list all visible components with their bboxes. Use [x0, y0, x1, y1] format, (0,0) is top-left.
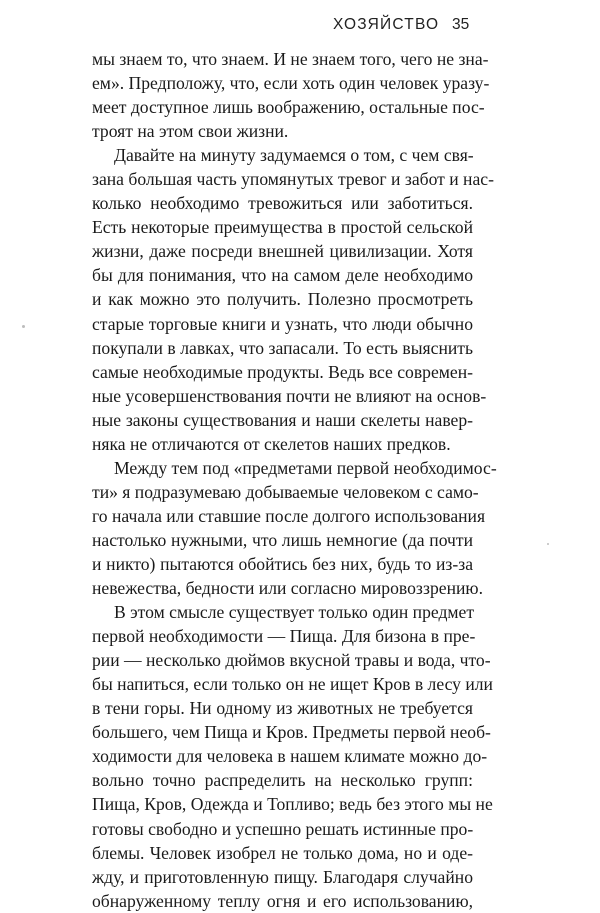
text-line: ем». Предположу, что, если хоть один человек уразу- — [92, 73, 490, 94]
text-line: бы для понимания, что на самом деле необходимо — [92, 265, 473, 286]
scan-speck — [22, 325, 25, 328]
text-line: блемы. Человек изобрел не только дома, но и оде- — [92, 842, 473, 863]
text-line: ти» я подразумеваю добываемые человеком с само- — [92, 481, 479, 502]
text-line: колько необходимо тревожиться или заботиться. — [92, 193, 473, 214]
text-line: бы напиться, если только он не ищет Кров в лесу или — [92, 674, 493, 695]
paragraph-start-line: Давайте на минуту задумаемся о том, с чем свя- — [114, 145, 474, 166]
text-line: первой необходимости — Пища. Для бизона в пре- — [92, 626, 476, 647]
text-line: го начала или ставшие после долгого использования — [92, 505, 486, 526]
text-line: самые необходимые продукты. Ведь все современ- — [92, 361, 473, 382]
text-line: Пища, Кров, Одежда и Топливо; ведь без этого мы не — [92, 794, 493, 815]
text-line: и как можно это получить. Полезно просмотреть — [92, 289, 473, 310]
paragraph-start-line: В этом смысле существует только один предмет — [114, 602, 475, 623]
text-line: покупали в лавках, что запасали. То есть выяснить — [92, 337, 473, 358]
text-line: в тени горы. Ни одному из животных не требуется — [92, 698, 473, 719]
paragraph-start-line: Между тем под «предметами первой необходимос- — [114, 457, 497, 478]
text-line: ные законы существования и наши скелеты навер- — [92, 409, 473, 430]
text-line: и никто) пытаются обойтись без них, будь то из-за — [92, 553, 473, 574]
text-line: жизни, даже посреди внешней цивилизации. Хотя — [92, 241, 473, 262]
running-head: ХОЗЯЙСТВО — [333, 16, 440, 33]
scan-speck — [547, 543, 549, 545]
text-line: мы знаем то, что знаем. И не знаем того, чего не зна- — [92, 49, 489, 69]
text-line: старые торговые книги и узнать, что люди обычно — [92, 313, 473, 334]
text-line: жду, и приготовленную пищу. Благодаря случайно — [92, 866, 473, 887]
text-line: настолько нужными, что лишь немногие (да почти — [92, 529, 473, 550]
text-line: няка не отличаются от скелетов наших предков. — [92, 433, 451, 454]
page-number: 35 — [452, 16, 470, 33]
text-line: большего, чем Пища и Кров. Предметы первой необ- — [92, 722, 491, 743]
text-line: невежества, бедности или согласно мировоззрению. — [92, 578, 483, 599]
body-text — [92, 47, 497, 913]
text-line: зана большая часть упомянутых тревог и забот и нас- — [92, 169, 494, 190]
text-line: обнаруженному теплу огня и его использованию, — [92, 890, 473, 911]
text-line: ходимости для человека в нашем климате можно до- — [92, 746, 488, 767]
text-line: вольно точно распределить на несколько групп: — [92, 770, 473, 791]
text-line: меет доступное лишь воображению, остальные пос- — [92, 97, 485, 118]
text-line: Есть некоторые преимущества в простой сельской — [92, 217, 473, 238]
text-line: рии — несколько дюймов вкусной травы и вода, что- — [92, 650, 491, 671]
text-line: ные усовершенствования почти не влияют на основ- — [92, 385, 487, 406]
text-line: троят на этом свои жизни. — [92, 121, 289, 142]
text-line: готовы свободно и успешно решать истинные про- — [92, 818, 474, 839]
